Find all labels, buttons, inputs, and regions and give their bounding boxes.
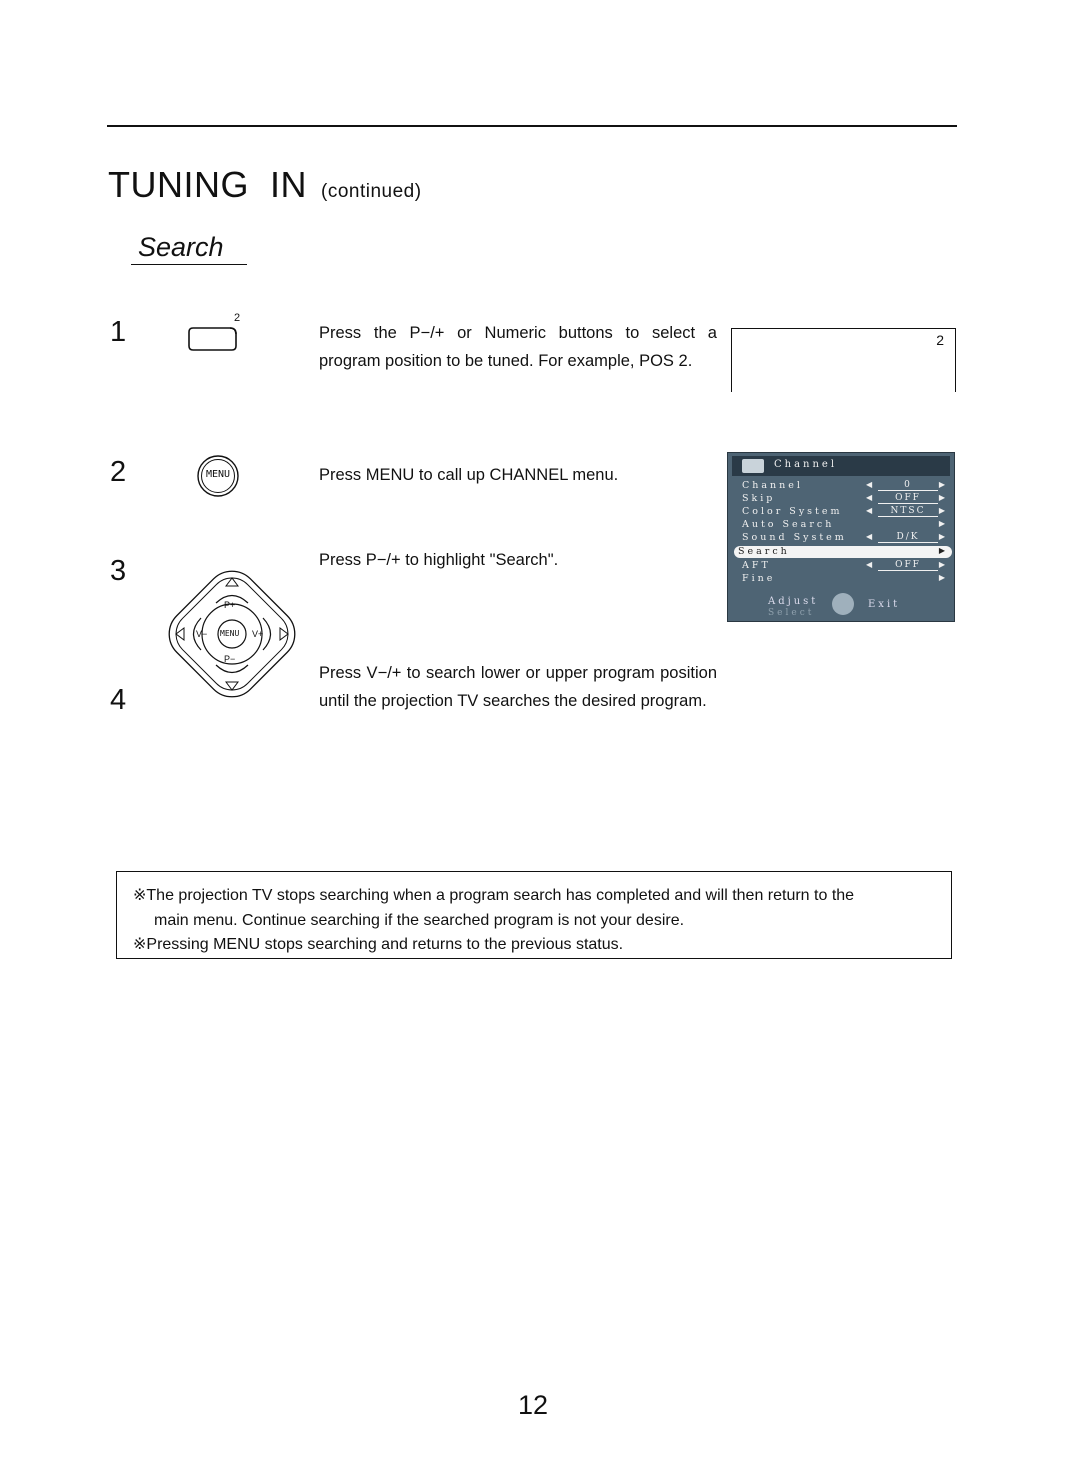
remote-pad-icon: [156, 558, 308, 710]
menu-row-label: Skip: [742, 493, 776, 504]
remote-menu-label: MENU: [220, 629, 240, 638]
left-arrow-icon: ◀: [866, 506, 876, 515]
menu-button-label: MENU: [205, 469, 231, 480]
menu-button-icon: [196, 454, 240, 498]
menu-row-value: 0: [878, 480, 938, 491]
menu-row-label: Channel: [742, 480, 803, 491]
menu-row-search-highlighted: [734, 546, 952, 558]
page-title: [108, 164, 422, 206]
right-arrow-icon: ▶: [938, 560, 948, 569]
left-arrow-icon: ◀: [866, 560, 876, 569]
right-arrow-icon: ▶: [938, 573, 948, 582]
remote-p-plus-label: P+: [224, 600, 236, 610]
channel-menu-title: Channel: [774, 459, 838, 470]
left-arrow-icon: ◀: [866, 532, 876, 541]
note-line-2: main menu. Continue searching if the searched program is not your desire.: [154, 911, 685, 929]
menu-row-label: Search: [738, 546, 790, 557]
menu-row-label: Fine: [742, 573, 776, 584]
step-4-text: Press V−/+ to search lower or upper program position until the projection TV searches the desired program.: [319, 664, 717, 710]
menu-footer-select: Select: [768, 608, 815, 618]
section-title: Search: [138, 232, 224, 262]
tv-icon: [742, 459, 764, 473]
remote-v-plus-label: V+: [252, 629, 264, 639]
remote-p-minus-label: P−: [224, 654, 236, 664]
numeric-button-label: 2: [234, 312, 241, 324]
menu-row-skip: [738, 493, 952, 505]
menu-row-channel: [738, 480, 952, 492]
page-subtitle: (continued): [321, 181, 422, 202]
menu-row-aft: [738, 560, 952, 572]
tv-screen-program: [731, 328, 956, 392]
note-line-1: ※The projection TV stops searching when a program search has completed and will then return to the: [133, 887, 855, 904]
menu-row-fine: [738, 573, 952, 585]
menu-footer-exit: Exit: [868, 599, 901, 610]
menu-row-value: OFF: [878, 493, 938, 504]
top-rule: [107, 125, 957, 127]
menu-footer-adjust: Adjust: [768, 596, 819, 607]
menu-row-auto-search: [738, 519, 952, 531]
menu-row-label: Sound System: [742, 532, 847, 543]
step-1-text: Press the P−/+ or Numeric buttons to select a program position to be tuned. For example, POS 2.: [319, 324, 717, 370]
channel-menu-header: [732, 456, 950, 476]
right-arrow-icon: ▶: [938, 493, 948, 502]
program-number: 2: [936, 332, 944, 348]
step-3-number: 3: [110, 555, 127, 587]
menu-row-sound-system: [738, 532, 952, 544]
right-arrow-icon: ▶: [938, 506, 948, 515]
right-arrow-icon: ▶: [938, 546, 948, 555]
menu-row-value: OFF: [878, 560, 938, 571]
right-arrow-icon: ▶: [938, 519, 948, 528]
numeric-button-icon: [186, 312, 246, 356]
menu-row-label: Auto Search: [742, 519, 835, 530]
step-3-text: Press P−/+ to highlight "Search".: [319, 551, 559, 569]
left-arrow-icon: ◀: [866, 493, 876, 502]
right-arrow-icon: ▶: [938, 532, 948, 541]
step-4-number: 4: [110, 684, 127, 716]
page-title-text: TUNING IN: [108, 164, 307, 205]
left-arrow-icon: ◀: [866, 480, 876, 489]
menu-row-label: AFT: [742, 560, 771, 571]
remote-v-minus-label: V−: [196, 629, 208, 639]
note-box: [116, 871, 952, 959]
page-number: 12: [517, 1390, 549, 1420]
menu-row-value: NTSC: [878, 506, 938, 517]
step-2-number: 2: [110, 456, 127, 488]
navigation-pad-icon: [832, 593, 854, 615]
menu-row-color-system: [738, 506, 952, 518]
menu-row-value: D/K: [878, 532, 938, 543]
right-arrow-icon: ▶: [938, 480, 948, 489]
step-2-text: Press MENU to call up CHANNEL menu.: [319, 466, 619, 484]
step-1-number: 1: [110, 316, 127, 348]
channel-menu-screen: [727, 452, 955, 622]
note-line-3: ※Pressing MENU stops searching and returns to the previous status.: [133, 936, 624, 953]
menu-row-label: Color System: [742, 506, 843, 517]
section-underline: [131, 264, 247, 265]
